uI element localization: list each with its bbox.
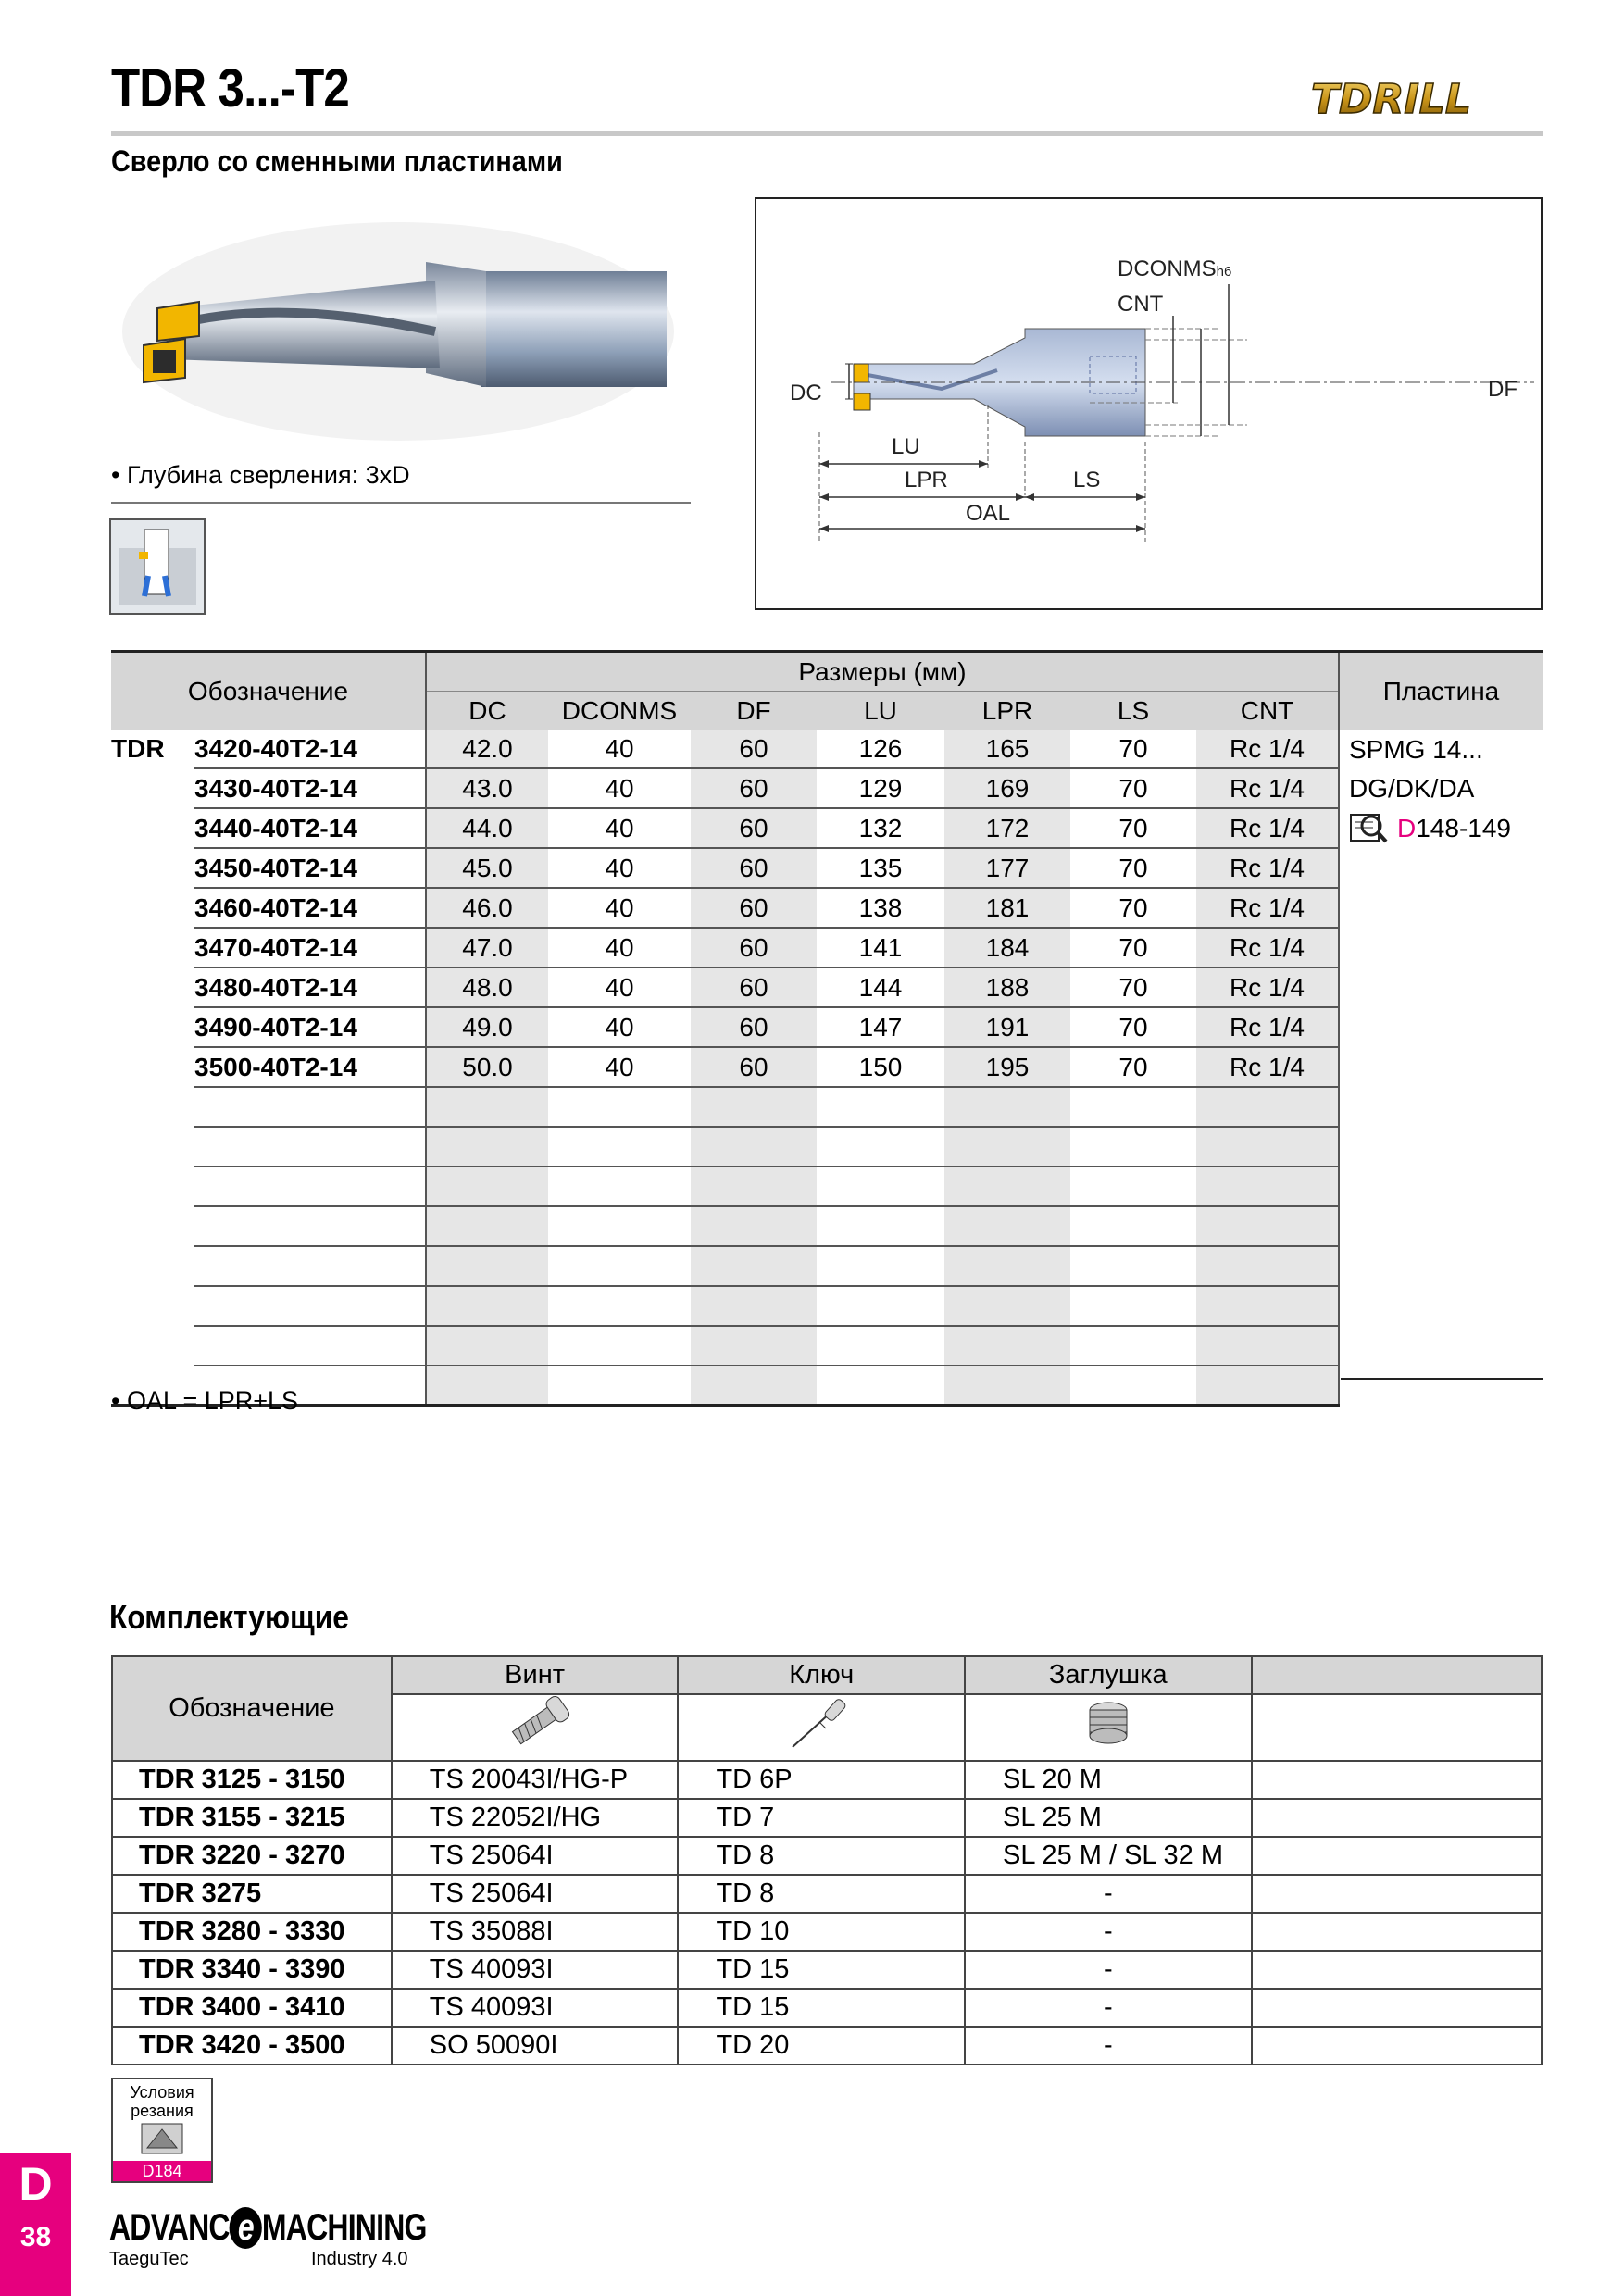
acc-designation: TDR 3220 - 3270 xyxy=(112,1837,392,1875)
table-row xyxy=(112,1837,1542,1875)
acc-screw: TS 22052I/HG xyxy=(392,1799,679,1837)
logo-text: TDRILL xyxy=(1311,76,1471,123)
acc-plug: - xyxy=(965,1989,1252,2027)
acc-screw: TS 35088I xyxy=(392,1913,679,1951)
cell-ls: 70 xyxy=(1070,1007,1196,1047)
cell-df: 60 xyxy=(691,888,817,928)
acc-plug: - xyxy=(965,1951,1252,1989)
acc-designation: TDR 3340 - 3390 xyxy=(112,1951,392,1989)
col-lu: LU xyxy=(817,692,944,730)
cell-lpr: 181 xyxy=(944,888,1070,928)
cell-lu: 150 xyxy=(817,1047,944,1087)
cell-df: 60 xyxy=(691,848,817,888)
footer-company: TaeguTec xyxy=(109,2249,189,2269)
cell-ls: 70 xyxy=(1070,1047,1196,1087)
cell-dconms: 40 xyxy=(548,888,691,928)
accessories-table xyxy=(111,1655,1543,2065)
acc-empty xyxy=(1252,1837,1542,1875)
cell-cnt: Rc 1/4 xyxy=(1196,888,1339,928)
key-icon-cell xyxy=(678,1694,965,1761)
cell-cnt: Rc 1/4 xyxy=(1196,848,1339,888)
table-row xyxy=(111,848,1543,888)
table-row xyxy=(111,730,1543,768)
insert-info xyxy=(1339,730,1543,1406)
lu-label: LU xyxy=(892,434,920,459)
cell-lu: 132 xyxy=(817,808,944,848)
designation: 3450-40T2-14 xyxy=(194,848,426,888)
footer-tagline: Industry 4.0 xyxy=(311,2249,408,2269)
section-tab xyxy=(0,2153,71,2296)
cell-lpr: 195 xyxy=(944,1047,1070,1087)
drilling-depth-note: • Глубина сверления: 3xD xyxy=(111,461,410,489)
acc-empty xyxy=(1252,1951,1542,1989)
cell-dc: 44.0 xyxy=(426,808,548,848)
designation-prefix-empty xyxy=(111,888,194,928)
cell-ls: 70 xyxy=(1070,888,1196,928)
cell-dconms: 40 xyxy=(548,808,691,848)
col-cnt: CNT xyxy=(1196,692,1339,730)
cell-dconms: 40 xyxy=(548,1007,691,1047)
cell-dc: 48.0 xyxy=(426,967,548,1007)
cell-lu: 126 xyxy=(817,730,944,768)
cell-lu: 147 xyxy=(817,1007,944,1047)
acc-designation: TDR 3420 - 3500 xyxy=(112,2027,392,2065)
designation-prefix-empty xyxy=(111,967,194,1007)
cell-lpr: 177 xyxy=(944,848,1070,888)
dconms-label: DCONMS xyxy=(1118,256,1217,281)
brand-left: ADVANC xyxy=(109,2207,230,2248)
acc-empty xyxy=(1252,2027,1542,2065)
cell-ls: 70 xyxy=(1070,967,1196,1007)
acc-screw: TS 40093I xyxy=(392,1989,679,2027)
screw-icon-cell xyxy=(392,1694,679,1761)
cell-dconms: 40 xyxy=(548,730,691,768)
screwdriver-icon xyxy=(780,1695,863,1753)
cell-lu: 129 xyxy=(817,768,944,808)
designation-prefix-empty xyxy=(111,928,194,967)
acc-screw: TS 25064I xyxy=(392,1837,679,1875)
cell-cnt: Rc 1/4 xyxy=(1196,768,1339,808)
cell-dc: 46.0 xyxy=(426,888,548,928)
dconms-tolerance: h6 xyxy=(1216,264,1232,280)
acc-screw: TS 25064I xyxy=(392,1875,679,1913)
designation: 3470-40T2-14 xyxy=(194,928,426,967)
empty-row xyxy=(111,1127,1543,1167)
designation: 3440-40T2-14 xyxy=(194,808,426,848)
acc-empty xyxy=(1252,1761,1542,1799)
acc-key: TD 10 xyxy=(678,1913,965,1951)
oal-formula-note: • OAL = LPR+LS xyxy=(111,1387,299,1415)
col-dconms: DCONMS xyxy=(548,692,691,730)
plug-icon xyxy=(1067,1695,1150,1753)
cell-df: 60 xyxy=(691,730,817,768)
acc-plug: - xyxy=(965,1875,1252,1913)
table-row xyxy=(112,1989,1542,2027)
cell-cnt: Rc 1/4 xyxy=(1196,967,1339,1007)
cell-cnt: Rc 1/4 xyxy=(1196,1047,1339,1087)
table-row xyxy=(112,1913,1542,1951)
cell-dconms: 40 xyxy=(548,768,691,808)
tdrill-logo xyxy=(1305,67,1546,126)
acc-key: TD 7 xyxy=(678,1799,965,1837)
acc-designation: TDR 3275 xyxy=(112,1875,392,1913)
dimension-diagram xyxy=(755,197,1543,610)
insert-ref-letter: D xyxy=(1397,814,1417,842)
cell-dc: 45.0 xyxy=(426,848,548,888)
acc-screw: TS 40093I xyxy=(392,1951,679,1989)
designation: 3420-40T2-14 xyxy=(194,730,426,768)
cell-dconms: 40 xyxy=(548,967,691,1007)
cell-cnt: Rc 1/4 xyxy=(1196,1007,1339,1047)
col-insert: Пластина xyxy=(1339,652,1543,730)
cell-dc: 43.0 xyxy=(426,768,548,808)
brand-right: MACHINING xyxy=(261,2207,427,2248)
table-row xyxy=(111,928,1543,967)
acc-key: TD 6P xyxy=(678,1761,965,1799)
depth-divider xyxy=(111,502,691,504)
acc-empty xyxy=(1252,1989,1542,2027)
acc-designation: TDR 3400 - 3410 xyxy=(112,1989,392,2027)
cell-lu: 144 xyxy=(817,967,944,1007)
col-ls: LS xyxy=(1070,692,1196,730)
col-group-dimensions: Размеры (мм) xyxy=(426,652,1339,692)
cutting-conditions-line1: Условия xyxy=(130,2083,194,2102)
acc-plug: SL 20 M xyxy=(965,1761,1252,1799)
cell-lpr: 191 xyxy=(944,1007,1070,1047)
cell-lu: 135 xyxy=(817,848,944,888)
designation-prefix-empty xyxy=(111,768,194,808)
cell-dconms: 40 xyxy=(548,848,691,888)
designation-prefix-empty xyxy=(111,848,194,888)
insert-page-ref[interactable] xyxy=(1349,811,1543,846)
cell-lpr: 172 xyxy=(944,808,1070,848)
oal-label: OAL xyxy=(966,501,1011,526)
empty-row xyxy=(111,1167,1543,1206)
cell-df: 60 xyxy=(691,1007,817,1047)
cell-df: 60 xyxy=(691,768,817,808)
designation: 3480-40T2-14 xyxy=(194,967,426,1007)
cell-cnt: Rc 1/4 xyxy=(1196,808,1339,848)
acc-designation: TDR 3125 - 3150 xyxy=(112,1761,392,1799)
empty-row xyxy=(111,1206,1543,1246)
footer-brand xyxy=(109,2207,506,2271)
acc-key: TD 20 xyxy=(678,2027,965,2065)
empty-row xyxy=(111,1246,1543,1286)
designation: 3490-40T2-14 xyxy=(194,1007,426,1047)
acc-key: TD 8 xyxy=(678,1837,965,1875)
cell-lpr: 188 xyxy=(944,967,1070,1007)
table-row xyxy=(112,1761,1542,1799)
cutting-tool-icon xyxy=(134,2120,190,2157)
col-lpr: LPR xyxy=(944,692,1070,730)
empty-row xyxy=(111,1326,1543,1366)
cell-df: 60 xyxy=(691,928,817,967)
cell-ls: 70 xyxy=(1070,730,1196,768)
page-title: TDR 3...-T2 xyxy=(111,58,349,119)
acc-plug: SL 25 M / SL 32 M xyxy=(965,1837,1252,1875)
drill-specs-table xyxy=(111,650,1543,1407)
df-label: DF xyxy=(1488,377,1518,402)
acc-plug: - xyxy=(965,1913,1252,1951)
designation-prefix: TDR xyxy=(111,734,165,763)
page-number: 38 xyxy=(19,2222,52,2252)
ls-label: LS xyxy=(1073,468,1101,493)
dc-label: DC xyxy=(790,381,822,406)
cell-lu: 141 xyxy=(817,928,944,967)
cell-cnt: Rc 1/4 xyxy=(1196,730,1339,768)
acc-empty xyxy=(1252,1913,1542,1951)
cell-lpr: 169 xyxy=(944,768,1070,808)
drilling-depth-icon xyxy=(109,518,206,615)
empty-row xyxy=(111,1286,1543,1326)
magnifier-book-icon xyxy=(1349,811,1397,846)
acc-col-designation: Обозначение xyxy=(112,1656,392,1761)
cell-ls: 70 xyxy=(1070,928,1196,967)
empty-row xyxy=(111,1366,1543,1406)
cell-dconms: 40 xyxy=(548,928,691,967)
designation-prefix-empty xyxy=(111,1007,194,1047)
cell-lu: 138 xyxy=(817,888,944,928)
designation: 3430-40T2-14 xyxy=(194,768,426,808)
table-row xyxy=(111,1007,1543,1047)
cell-cnt: Rc 1/4 xyxy=(1196,928,1339,967)
insert-code: SPMG 14... xyxy=(1349,735,1483,764)
plug-icon-cell xyxy=(965,1694,1252,1761)
acc-screw: TS 20043I/HG-P xyxy=(392,1761,679,1799)
table-row xyxy=(112,2027,1542,2065)
table-row xyxy=(112,1799,1542,1837)
cell-dc: 47.0 xyxy=(426,928,548,967)
accessories-title: Комплектующие xyxy=(109,1598,349,1636)
designation-prefix-empty xyxy=(111,1047,194,1087)
table-row xyxy=(112,1875,1542,1913)
acc-col-screw: Винт xyxy=(392,1656,679,1694)
acc-plug: SL 25 M xyxy=(965,1799,1252,1837)
empty-row xyxy=(111,1087,1543,1127)
cell-dc: 50.0 xyxy=(426,1047,548,1087)
designation: 3460-40T2-14 xyxy=(194,888,426,928)
table-row xyxy=(111,768,1543,808)
cell-ls: 70 xyxy=(1070,848,1196,888)
acc-screw: SO 50090I xyxy=(392,2027,679,2065)
cell-df: 60 xyxy=(691,808,817,848)
table-row xyxy=(111,808,1543,848)
cell-dc: 42.0 xyxy=(426,730,548,768)
table-row xyxy=(112,1951,1542,1989)
empty-icon-cell xyxy=(1252,1694,1542,1761)
col-dc: DC xyxy=(426,692,548,730)
cutting-conditions-line2: резания xyxy=(131,2102,194,2120)
acc-col-plug: Заглушка xyxy=(965,1656,1252,1694)
insert-ref-pages: 148-149 xyxy=(1416,814,1511,842)
cell-dc: 49.0 xyxy=(426,1007,548,1047)
table-row xyxy=(111,1047,1543,1087)
cell-ls: 70 xyxy=(1070,808,1196,848)
cell-dconms: 40 xyxy=(548,1047,691,1087)
col-df: DF xyxy=(691,692,817,730)
acc-key: TD 15 xyxy=(678,1989,965,2027)
acc-key: TD 8 xyxy=(678,1875,965,1913)
acc-designation: TDR 3280 - 3330 xyxy=(112,1913,392,1951)
cutting-conditions-ref: D184 xyxy=(113,2161,211,2181)
screw-icon xyxy=(493,1695,577,1753)
page-subtitle: Сверло со сменными пластинами xyxy=(111,144,563,178)
acc-plug: - xyxy=(965,2027,1252,2065)
cell-df: 60 xyxy=(691,1047,817,1087)
acc-col-empty xyxy=(1252,1656,1542,1694)
drill-photo xyxy=(120,220,676,443)
insert-geometry: DG/DK/DA xyxy=(1349,774,1475,803)
acc-key: TD 15 xyxy=(678,1951,965,1989)
designation: 3500-40T2-14 xyxy=(194,1047,426,1087)
insert-column-bottom-rule xyxy=(1341,1378,1543,1380)
acc-col-key: Ключ xyxy=(678,1656,965,1694)
brand-e: e xyxy=(230,2207,262,2249)
cell-lpr: 184 xyxy=(944,928,1070,967)
table-row xyxy=(111,888,1543,928)
table-row xyxy=(111,967,1543,1007)
designation-prefix-empty xyxy=(111,808,194,848)
section-letter: D xyxy=(19,2158,53,2210)
header-divider xyxy=(111,131,1543,136)
acc-designation: TDR 3155 - 3215 xyxy=(112,1799,392,1837)
lpr-label: LPR xyxy=(905,468,948,493)
cell-ls: 70 xyxy=(1070,768,1196,808)
col-designation: Обозначение xyxy=(111,652,426,730)
acc-empty xyxy=(1252,1799,1542,1837)
cutting-conditions-link[interactable] xyxy=(111,2078,213,2183)
acc-empty xyxy=(1252,1875,1542,1913)
cell-lpr: 165 xyxy=(944,730,1070,768)
cell-df: 60 xyxy=(691,967,817,1007)
cnt-label: CNT xyxy=(1118,292,1164,317)
